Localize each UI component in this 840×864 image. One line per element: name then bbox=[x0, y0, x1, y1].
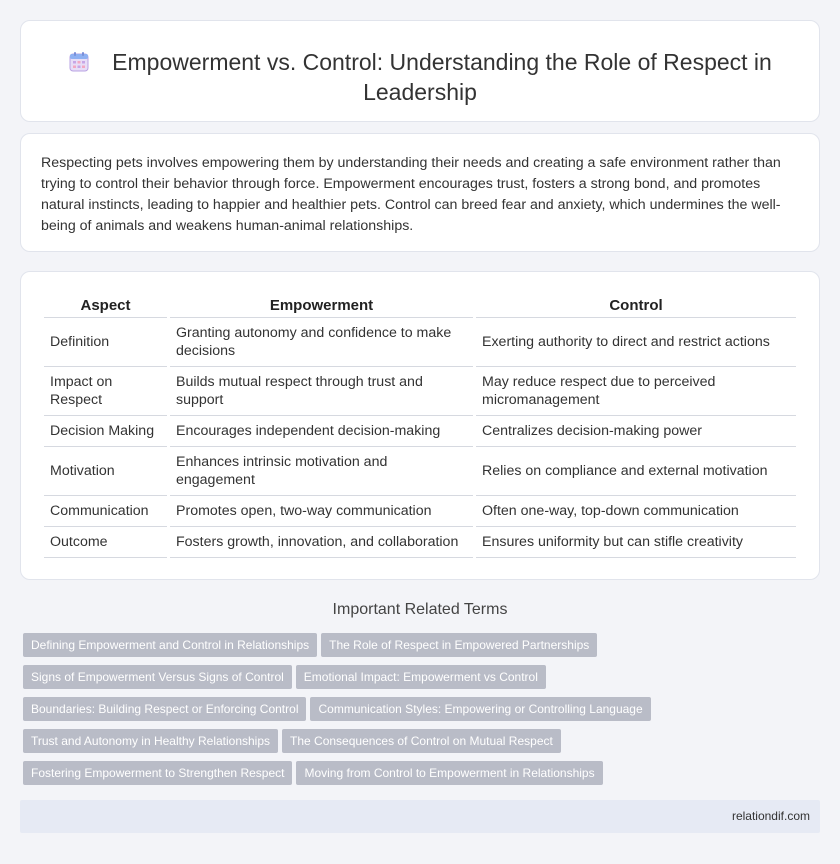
table-row bbox=[44, 447, 796, 496]
footer-site-link[interactable]: relationdif.com bbox=[731, 809, 810, 823]
table-cell: Communication bbox=[44, 496, 167, 527]
table-cell: Decision Making bbox=[44, 416, 167, 447]
footer bbox=[20, 800, 820, 833]
table-cell: Encourages independent decision-making bbox=[170, 416, 473, 447]
related-term-tag[interactable]: Boundaries: Building Respect or Enforcing Control bbox=[23, 697, 306, 721]
table-cell: Builds mutual respect through trust and support bbox=[170, 367, 473, 416]
table-cell: Promotes open, two-way communication bbox=[170, 496, 473, 527]
table-row bbox=[44, 318, 796, 367]
intro-card bbox=[20, 133, 820, 252]
table-cell: Relies on compliance and external motivation bbox=[476, 447, 796, 496]
calendar-icon bbox=[68, 50, 90, 72]
related-term-tag[interactable]: Fostering Empowerment to Strengthen Respect bbox=[23, 761, 292, 785]
header-control: Control bbox=[476, 290, 796, 318]
table-cell: Impact on Respect bbox=[44, 367, 167, 416]
table-row bbox=[44, 496, 796, 527]
related-terms-list bbox=[23, 633, 663, 793]
comparison-table bbox=[41, 290, 799, 558]
table-cell: Motivation bbox=[44, 447, 167, 496]
related-terms-title: Important Related Terms bbox=[332, 601, 508, 618]
header-aspect: Aspect bbox=[44, 290, 167, 318]
table-header-row bbox=[44, 290, 796, 318]
table-cell: Granting autonomy and confidence to make decisions bbox=[170, 318, 473, 367]
header-empowerment: Empowerment bbox=[170, 290, 473, 318]
related-term-tag[interactable]: The Role of Respect in Empowered Partnerships bbox=[321, 633, 597, 657]
table-cell: Outcome bbox=[44, 527, 167, 558]
related-term-tag[interactable]: Moving from Control to Empowerment in Relationships bbox=[296, 761, 602, 785]
table-cell: Ensures uniformity but can stifle creativity bbox=[476, 527, 796, 558]
comparison-card bbox=[20, 271, 820, 580]
page-title: Empowerment vs. Control: Understanding the Role of Respect in Leadership bbox=[112, 49, 772, 105]
table-cell: Definition bbox=[44, 318, 167, 367]
intro-paragraph: Respecting pets involves empowering them by understanding their needs and creating a safe environment rather than trying to control their behavior through force. Empowerment encourages trust, fosters a strong bond, and promotes natural instincts, leading to happier and healthier pets. Control can breed fear and anxiety, which undermines the well-being of animals and weakens human-animal relationships. bbox=[41, 155, 781, 234]
related-term-tag[interactable]: Signs of Empowerment Versus Signs of Control bbox=[23, 665, 292, 689]
table-cell: Exerting authority to direct and restrict actions bbox=[476, 318, 796, 367]
table-cell: Fosters growth, innovation, and collaboration bbox=[170, 527, 473, 558]
title-card bbox=[20, 20, 820, 122]
related-term-tag[interactable]: Defining Empowerment and Control in Relationships bbox=[23, 633, 317, 657]
table-cell: Often one-way, top-down communication bbox=[476, 496, 796, 527]
table-row bbox=[44, 367, 796, 416]
related-term-tag[interactable]: Emotional Impact: Empowerment vs Control bbox=[296, 665, 546, 689]
table-cell: Centralizes decision-making power bbox=[476, 416, 796, 447]
table-cell: Enhances intrinsic motivation and engagement bbox=[170, 447, 473, 496]
table-row bbox=[44, 416, 796, 447]
related-term-tag[interactable]: Trust and Autonomy in Healthy Relationships bbox=[23, 729, 278, 753]
table-cell: May reduce respect due to perceived micromanagement bbox=[476, 367, 796, 416]
related-term-tag[interactable]: Communication Styles: Empowering or Controlling Language bbox=[310, 697, 650, 721]
table-row bbox=[44, 527, 796, 558]
related-term-tag[interactable]: The Consequences of Control on Mutual Respect bbox=[282, 729, 561, 753]
